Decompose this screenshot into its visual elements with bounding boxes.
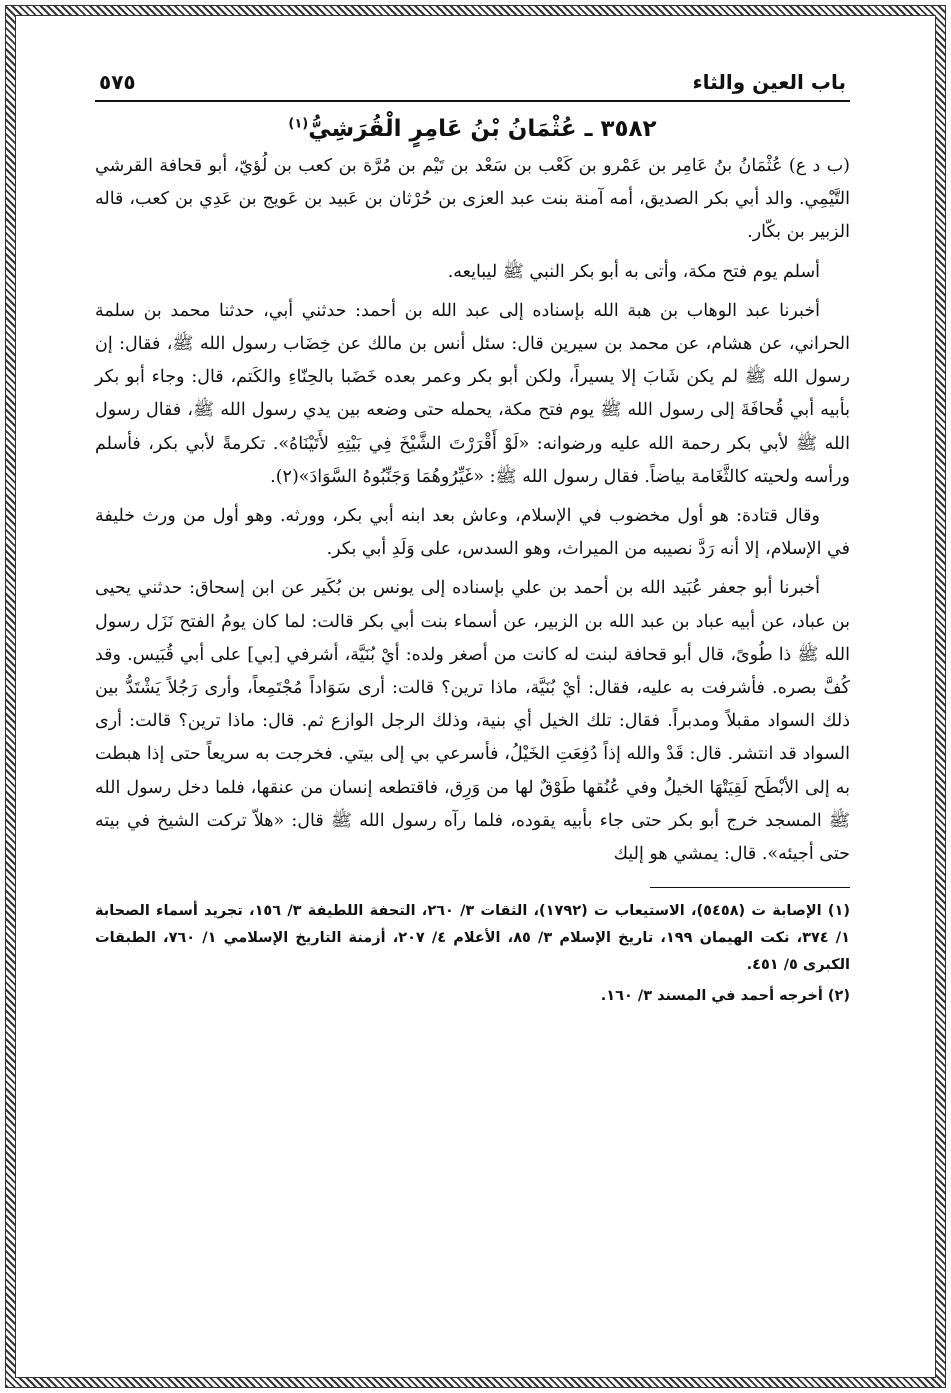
running-header [95,60,850,102]
footnotes [95,898,850,1010]
footnote-separator [650,887,850,888]
paragraph-qatada: وقال قتادة: هو أول مخضوب في الإسلام، وعاش بعد ابنه أبي بكر، وورثه. وهو أول من ورث خليفة في الإسلام، إلا أنه رَدَّ نصيبه من الميراث، وهو السدس، على وَلَدِ أبي بكر. [95,506,850,560]
entry-heading [95,116,850,142]
footnote-1: (١) الإصابة ت (٥٤٥٨)، الاستيعاب ت (١٧٩٢)، الثقات ٣/ ٢٦٠، التحفة اللطيفة ٣/ ١٥٦، تجريد أسماء الصحابة ١/ ٣٧٤، نكت الهيمان ١٩٩، تاريخ الإسلام ٣/ ٨٥، الأعلام ٤/ ٢٠٧، أزمنة التاريخ الإسلامي ١/ ٧٦٠، الطبقات الكبرى ٥/ ٤٥١. [95,903,851,974]
footnote-2: (٢) أخرجه أحمد في المسند ٣/ ١٦٠. [600,988,850,1005]
chapter-title: باب العين والثاء [692,70,846,94]
paragraph-asma: أخبرنا أبو جعفر عُبَيد الله بن أحمد بن علي بإسناده إلى يونس بن بُكَير عن ابن إسحاق: حدثني يحيى بن عباد، عن أبيه عباد بن عبد الله بن الزبير، عن أسماء بنت أبي بكر قالت: لما كان يومُ الفتح نَزَل رسول الله ﷺ ذا طُوىً، قال أبو قحافة لبنت له كانت من أصغر ولده: أيْ بُنَيَّة، أشرفي [بي] على أبي قُبَيس. وقد كُفَّ بصره. فأشرفت به عليه، فقال: أيْ بُنَيَّة، ماذا ترين؟ قالت: أرى سَوَاداً مُجْتَمِعاً، وأرى رَجُلاً يَشْتَدُّ بين ذلك السواد مقبلاً ومدبراً. فقال: تلك الخيل أي بنية، وذلك الرجل الوازع ثم. قال: ماذا ترين؟ قالت: أرى السواد قد انتشر. قال: قَدْ والله إذاً دُفِعَتِ الخَيْلُ، فأسرعي بي إلى بيتي. فخرجت به سريعاً حتى إذا هبطت به إلى الأبْطَح لَقِيَتْهَا الخيلُ وفي عُنُقها طَوْقٌ لها من وَرِق، فاقتطعه إنسان من عنقها، فلما دخل رسول الله ﷺ المسجد خرج أبو بكر حتى جاء بأبيه يقوده، فلما رآه رسول الله ﷺ قال: «هلاّ تركت الشيخ في بيته حتى أجيئه». قال: يمشي هو إليك [95,578,850,865]
footnote-marker: (١) [288,116,309,132]
book-page [95,60,850,1350]
paragraph-conversion: أسلم يوم فتح مكة، وأتى به أبو بكر النبي ﷺ ليبايعه. [447,261,820,282]
entry-title-text: ٣٥٨٢ ـ عُثْمَانُ بْنُ عَامِرٍ الْقُرَشِيُّ [308,116,657,142]
page-number: ٥٧٥ [99,70,136,94]
paragraph-hadith-anas: أخبرنا عبد الوهاب بن هبة الله بإسناده إلى عبد الله بن أحمد: حدثني أبي، حدثنا محمد بن سلمة الحراني، عن هشام، عن محمد بن سيرين قال: سئل أنس بن مالك عن خِضَاب رسول الله ﷺ، فقال: إن رسول الله ﷺ لم يكن شَابَ إلا يسيراً، ولكن أبو بكر وعمر بعده خَضَبا بالحِنّاءِ والكَتم، قال: وجاء أبو بكر بأبيه أبي قُحافَةَ إلى رسول الله ﷺ يوم فتح مكة، يحمله حتى وضعه بين يدي رسول الله ﷺ، فقال رسول الله ﷺ لأبي بكر رحمة الله عليه ورضوانه: «لَوْ أَقْرَرْتَ الشَّيْخَ فِي بَيْتِهِ لأَتَيْنَاهُ». تكرمةً لأبي بكر، فأسلم ورأسه ولحيته كالثَّغَامة بياضاً. فقال رسول الله ﷺ: «غَيِّرُوهُمَا وَجَنِّبُوهُ السَّوَادَ»(٢). [95,300,850,487]
paragraph-lineage: (ب د ع) عُثْمَانُ بنُ عَامِر بن عَمْرو بن كَعْب بن سَعْد بن تَيْم بن مُرَّة بن كعب بن لُؤيّ، أبو قحافة القرشي التَّيْمِي. والد أبي بكر الصديق، أمه آمنة بنت عبد العزى بن حُرْثان بن عَبيد بن عَويج بن عَدِي بن كعب، قاله الزبير بن بكّار. [95,156,850,243]
entry-body [95,150,850,871]
